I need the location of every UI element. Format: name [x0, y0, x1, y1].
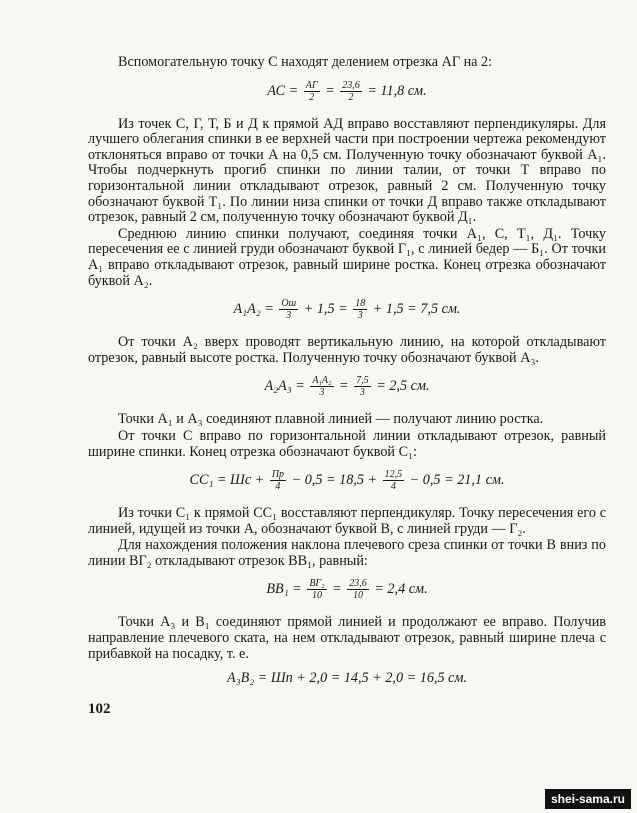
formula-ac	[88, 80, 606, 103]
paragraph-4: От точки А₂ вверх проводят вертикальную линию, на которой откладывают отрезок, равный высоте ростка. Полученную точку обозначают буквой А₃.	[88, 334, 606, 366]
formula-a2a3-eq: =	[339, 378, 349, 395]
formula-a1a2-lhs: А₁А₂ =	[233, 300, 274, 317]
formula-ac-fraction-1: АГ 2	[305, 79, 318, 103]
formula-bb1-rhs: = 2,4 см.	[374, 581, 428, 598]
formula-a2a3-fraction-1: А₁А₂ 3	[312, 375, 332, 399]
formula-cc1-fraction-1: Пр 4	[271, 469, 285, 493]
paragraph-8: Для нахождения положения наклона плечевого среза спинки от точки В вниз по линии ВГ₂ откладывают отрезок ВВ₁, равный:	[88, 537, 606, 569]
formula-cc1-rhs: − 0,5 = 21,1 см.	[409, 471, 505, 488]
page-body	[88, 55, 606, 701]
formula-a1a2	[88, 298, 606, 321]
formula-bb1	[88, 578, 606, 601]
formula-a1a2-fraction-1: Ош 3	[281, 298, 297, 322]
paragraph-9: Точки А₃ и В₁ соединяют прямой линией и продолжают ее вправо. Получив направление плечевого ската, на нем откладывают отрезок, равный ширине плеча с прибавкой на посадку, т. е.	[88, 614, 606, 662]
formula-cc1-fraction-2: $\frac{12,5}{4}$	[384, 469, 403, 493]
formula-a1a2-rhs: + 1,5 = 7,5 см.	[372, 300, 461, 317]
formula-a2a3-lhs: А₂А₃ =	[264, 378, 305, 395]
watermark: shei-sama.ru	[545, 789, 631, 809]
formula-ac-fraction-2: $\frac{23,6}{2}$	[342, 79, 360, 103]
page-number: 102	[88, 701, 111, 717]
formula-a1a2-mid: + 1,5 =	[303, 300, 348, 317]
formula-a2a3-rhs: = 2,5 см.	[376, 378, 430, 395]
paragraph-3: Среднюю линию спинки получают, соединяя точки А₁, С, Т₁, Д₁. Точку пересечения ее с линией груди обозначают буквой Г₁, с линией бедер — Б₁. От точки А₁ вправо откладывают отрезок, равный ширине ростка. Конец отрезка обозначают буквой А₂.	[88, 225, 606, 289]
paragraph-7: Из точки С₁ к прямой СС₁ восставляют перпендикуляр. Точку пересечения его с линией, идущей из точки А, обозначают буквой В, с линией груди — Г₂.	[88, 505, 606, 537]
paragraph-5: Точки А₁ и А₃ соединяют плавной линией — получают линию ростка.	[118, 411, 544, 428]
formula-bb1-lhs: ВВ₁ =	[266, 581, 302, 598]
formula-bb1-fraction-1: ВГ₂ 10	[309, 578, 325, 602]
formula-bb1-fraction-2: $\frac{23,6}{10}$	[349, 578, 367, 602]
paragraph-2: Из точек С, Г, Т, Б и Д к прямой АД вправо восставляют перпендикуляры. Для лучшего облегания спинки в ее верхней части при построении чертежа рекомендуют отклоняться вправо от точки А на 0,5 см. Полученную точку обозначают буквой А₁. Чтобы подчеркнуть прогиб спинки по линии талии, от точки Т вправо по горизонтальной линии откладывают отрезок, равный 2 см. Полученную точку обозначают буквой Т₁. По линии низа спинки от точки Д вправо также откладывают отрезок, равный 2 см, полученную точку обозначают буквой Д₁.	[88, 115, 606, 226]
formula-bb1-eq: =	[332, 581, 342, 598]
formula-ac-lhs: АС =	[267, 82, 299, 99]
formula-a3b2: А₃В₂ = Шп + 2,0 = 14,5 + 2,0 = 16,5 см.	[227, 670, 467, 687]
formula-cc1-mid: − 0,5 = 18,5 +	[291, 471, 378, 488]
paragraph-6: От точки С вправо по горизонтальной линии откладывают отрезок, равный ширине спинки. Конец отрезка обозначают буквой С₁:	[88, 427, 606, 460]
formula-cc1	[88, 469, 606, 492]
formula-ac-rhs: = 11,8 см.	[367, 82, 427, 99]
formula-a1a2-fraction-2: $\frac{18}{3}$	[355, 298, 366, 322]
formula-a2a3	[88, 375, 606, 398]
formula-ac-eq: =	[325, 82, 335, 99]
formula-cc1-lhs: СС₁ = Шс +	[189, 471, 265, 488]
formula-a2a3-fraction-2: $\frac{7,5}{3}$	[356, 375, 369, 399]
paragraph-1: Вспомогательную точку С находят делением отрезка АГ на 2:	[118, 54, 493, 70]
